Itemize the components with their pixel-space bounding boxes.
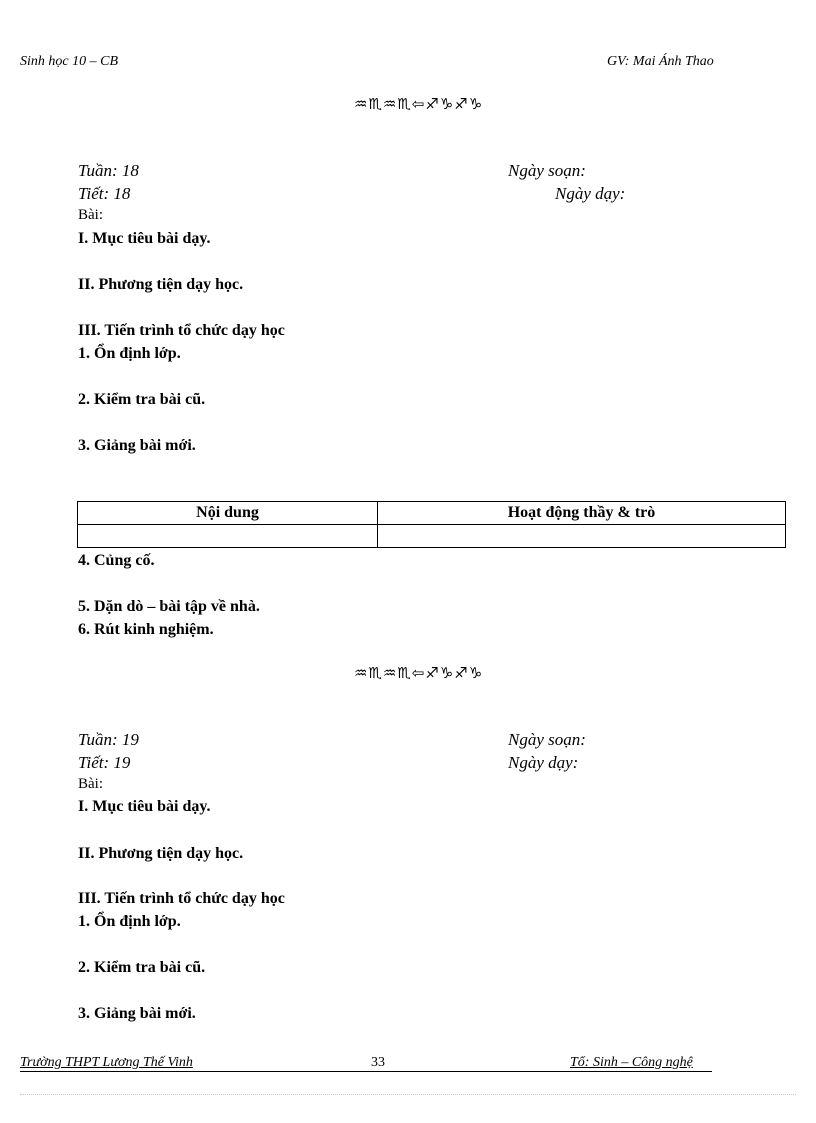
lesson2-class-organization: 1. Ổn định lớp. [78,913,181,930]
lesson2-new-lesson: 3. Giảng bài mới. [78,1005,196,1022]
ornament-divider: ♒♏♒♏⇦♐♑♐♑ [354,664,484,682]
lesson1-objectives-heading: I. Mục tiêu bài dạy. [78,230,211,247]
lesson1-lesson-label: Bài: [78,207,103,223]
ornament-divider: ♒♏♒♏⇦♐♑♐♑ [354,95,484,113]
lesson2-lesson-label: Bài: [78,776,103,792]
footer-department: Tổ: Sinh – Công nghệ [570,1055,693,1070]
footer-school: Trường THPT Lương Thế Vinh [20,1055,193,1070]
page-break-line [20,1094,796,1095]
header-teacher: GV: Mai Ánh Thao [607,54,714,69]
lesson2-objectives-heading: I. Mục tiêu bài dạy. [78,798,211,815]
lesson2-prep-date: Ngày soạn: [508,730,586,749]
lesson1-homework: 5. Dặn dò – bài tập về nhà. [78,598,260,615]
lesson2-period: Tiết: 19 [78,753,131,772]
table-cell-content [78,525,378,548]
lesson1-week: Tuần: 18 [78,161,139,180]
table-row [78,525,786,548]
lesson2-review-check: 2. Kiểm tra bài cũ. [78,959,206,976]
footer-rule [20,1071,712,1072]
table-header-activities: Hoạt động thầy & trò [378,502,786,525]
lesson2-materials-heading: II. Phương tiện dạy học. [78,845,244,862]
lesson1-reflection: 6. Rút kinh nghiệm. [78,621,214,638]
table-header-row [78,502,786,525]
table-header-content: Nội dung [78,502,378,525]
lesson1-period: Tiết: 18 [78,184,131,203]
lesson1-prep-date: Ngày soạn: [508,161,586,180]
lesson1-teach-date: Ngày dạy: [555,184,626,203]
lesson1-class-organization: 1. Ổn định lớp. [78,345,181,362]
header-subject: Sinh học 10 – CB [20,54,118,69]
lesson1-new-lesson: 3. Giảng bài mới. [78,437,196,454]
lesson1-procedure-heading: III. Tiến trình tổ chức dạy học [78,322,285,339]
footer-page-number: 33 [371,1055,385,1070]
lesson1-consolidation: 4. Củng cố. [78,552,155,569]
lesson1-materials-heading: II. Phương tiện dạy học. [78,276,244,293]
lesson2-teach-date: Ngày dạy: [508,753,579,772]
lesson2-procedure-heading: III. Tiến trình tổ chức dạy học [78,890,285,907]
lesson1-review-check: 2. Kiểm tra bài cũ. [78,391,206,408]
lesson2-week: Tuần: 19 [78,730,139,749]
lesson1-activity-table [77,501,786,548]
table-cell-activities [378,525,786,548]
